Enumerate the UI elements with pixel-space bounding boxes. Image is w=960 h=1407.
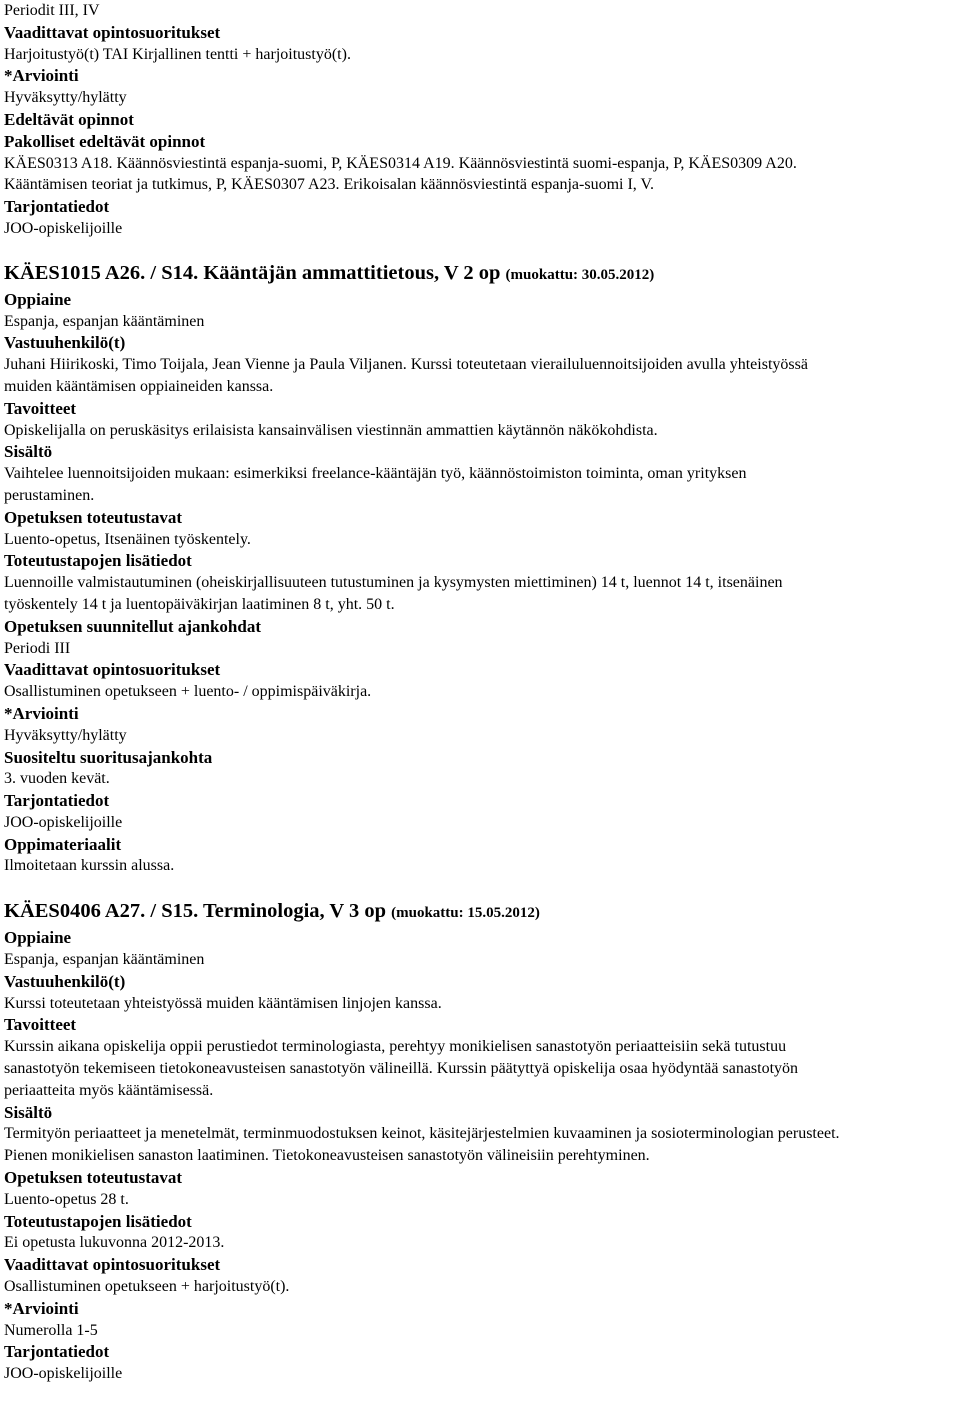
content-line-1: Vaihtelee luennoitsijoiden mukaan: esimerkiksi freelance-kääntäjän työ, käännöstoimiston toiminta, oman yrityksen (4, 465, 747, 483)
assessment-heading: *Arviointi (4, 66, 79, 86)
modified-date: (muokattu: 30.05.2012) (505, 266, 655, 283)
responsible-heading: Vastuuhenkilö(t) (4, 971, 126, 991)
offering-value: JOO-opiskelijoille (4, 1365, 123, 1383)
offering-heading: Tarjontatiedot (4, 197, 110, 217)
methods-details-heading: Toteutustapojen lisätiedot (4, 1211, 192, 1231)
methods-details-line-2: työskentely 14 t ja luentopäiväkirjan laatiminen 8 t, yht. 50 t. (4, 595, 395, 613)
course-title (4, 897, 956, 927)
offering-value: JOO-opiskelijoille (4, 219, 123, 237)
mandatory-prior-line-1: KÄES0313 A18. Käännösviestintä espanja-suomi, P, KÄES0314 A19. Käännösviestintä suomi-espanja, P, KÄES0309 A20. (4, 154, 797, 172)
course-kaes1015 (4, 259, 956, 878)
teaching-methods-value: Luento-opetus, Itsenäinen työskentely. (4, 530, 251, 548)
content-heading: Sisältö (4, 1102, 53, 1122)
requirements-value: Harjoitustyö(t) TAI Kirjallinen tentti + harjoitustyö(t). (4, 45, 351, 63)
content-heading: Sisältö (4, 442, 53, 462)
content-line-2: Pienen monikielisen sanaston laatiminen. Tietokoneavusteisen sanastotyön välineisiin perehtyminen. (4, 1147, 650, 1165)
schedule-heading: Opetuksen suunnitellut ajankohdat (4, 616, 261, 636)
offering-heading: Tarjontatiedot (4, 1342, 110, 1362)
goals-line-3: periaatteita myös kääntämisessä. (4, 1081, 214, 1099)
subject-heading: Oppiaine (4, 289, 72, 309)
mandatory-prior-line-2: Kääntämisen teoriat ja tutkimus, P, KÄES0307 A23. Erikoisalan käännösviestintä espanja-suomi I, V. (4, 176, 654, 194)
subject-value: Espanja, espanjan kääntäminen (4, 312, 205, 330)
assessment-value: Hyväksytty/hylätty (4, 726, 127, 744)
course-kaes0406 (4, 897, 956, 1385)
periods-value: Periodit III, IV (4, 2, 100, 19)
goals-line-1: Kurssin aikana opiskelija oppii perustiedot terminologiasta, perehtyy monikielisen sanastotyön periaatteisiin sekä tutustuu (4, 1038, 787, 1056)
assessment-heading: *Arviointi (4, 703, 79, 723)
course-title (4, 259, 956, 289)
course-title-text: KÄES1015 A26. / S14. Kääntäjän ammattitietous, V 2 op (4, 261, 501, 284)
goals-heading: Tavoitteet (4, 1015, 77, 1035)
subject-heading: Oppiaine (4, 928, 72, 948)
recommended-time-value: 3. vuoden kevät. (4, 770, 110, 788)
goals-value: Opiskelijalla on peruskäsitys erilaisista kansainvälisen viestinnän ammattien käytännön näkökohdista. (4, 421, 658, 439)
requirements-heading: Vaadittavat opintosuoritukset (4, 22, 221, 42)
teaching-methods-heading: Opetuksen toteutustavat (4, 1168, 183, 1188)
subject-value: Espanja, espanjan kääntäminen (4, 951, 205, 969)
responsible-line-1: Juhani Hiirikoski, Timo Toijala, Jean Vienne ja Paula Viljanen. Kurssi toteutetaan vierailuluennoitsijoiden avulla yhteistyössä (4, 356, 808, 374)
offering-heading: Tarjontatiedot (4, 791, 110, 811)
requirements-heading: Vaadittavat opintosuoritukset (4, 1255, 221, 1275)
methods-details-value: Ei opetusta lukuvonna 2012-2013. (4, 1234, 225, 1252)
schedule-value: Periodi III (4, 639, 71, 657)
methods-details-heading: Toteutustapojen lisätiedot (4, 551, 192, 571)
assessment-value: Hyväksytty/hylätty (4, 89, 127, 107)
requirements-heading: Vaadittavat opintosuoritukset (4, 660, 221, 680)
assessment-value: Numerolla 1-5 (4, 1321, 98, 1339)
offering-value: JOO-opiskelijoille (4, 813, 123, 831)
teaching-methods-heading: Opetuksen toteutustavat (4, 507, 183, 527)
prior-studies-heading: Edeltävät opinnot (4, 109, 134, 129)
content-line-1: Termityön periaatteet ja menetelmät, terminmuodostuksen keinot, käsitejärjestelmien kuvaaminen ja sosioterminologian perusteet. (4, 1125, 840, 1143)
responsible-value: Kurssi toteutetaan yhteistyössä muiden kääntämisen linjojen kanssa. (4, 994, 442, 1012)
requirements-value: Osallistuminen opetukseen + luento- / oppimispäiväkirja. (4, 683, 372, 701)
content-line-2: perustaminen. (4, 486, 95, 504)
goals-line-2: sanastotyön tekemiseen tietokoneavusteisen sanastotyön välineillä. Kurssin päätyttyä opiskelija osaa hyödyntää sanastotyön (4, 1060, 799, 1078)
recommended-time-heading: Suositeltu suoritusajankohta (4, 747, 213, 767)
requirements-value: Osallistuminen opetukseen + harjoitustyö(t). (4, 1278, 290, 1296)
teaching-methods-value: Luento-opetus 28 t. (4, 1190, 129, 1208)
materials-heading: Oppimateriaalit (4, 834, 122, 854)
mandatory-prior-heading: Pakolliset edeltävät opinnot (4, 131, 206, 151)
modified-date: (muokattu: 15.05.2012) (391, 905, 540, 922)
course-title-text: KÄES0406 A27. / S15. Terminologia, V 3 op (4, 900, 386, 923)
methods-details-line-1: Luennoille valmistautuminen (oheiskirjallisuuteen tutustuminen ja kysymysten miettiminen) 14 t, luennot 14 t, itsenäinen (4, 574, 783, 592)
responsible-heading: Vastuuhenkilö(t) (4, 333, 126, 353)
assessment-heading: *Arviointi (4, 1298, 79, 1318)
responsible-line-2: muiden kääntämisen oppiaineiden kanssa. (4, 377, 274, 395)
materials-value: Ilmoitetaan kurssin alussa. (4, 857, 175, 875)
goals-heading: Tavoitteet (4, 398, 77, 418)
